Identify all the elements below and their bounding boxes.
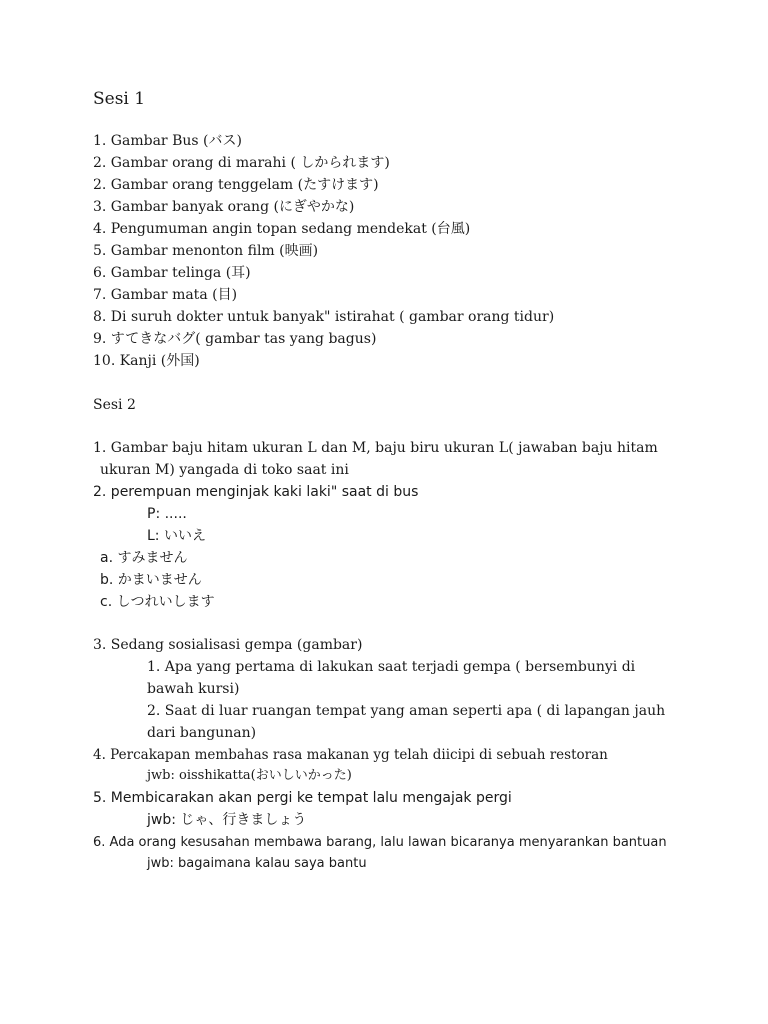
question-2: 2. perempuan menginjak kaki laki" saat di bus	[93, 484, 419, 500]
question-2-option-a: a. すみません	[100, 550, 188, 566]
sesi-1-item: 7. Gambar mata (目)	[93, 287, 238, 303]
question-6-answer: jwb: bagaimana kalau saya bantu	[147, 856, 367, 871]
question-3-sub-2-line-1: 2. Saat di luar ruangan tempat yang aman seperti apa ( di lapangan jauh	[147, 703, 666, 719]
question-3: 3. Sedang sosialisasi gempa (gambar)	[93, 637, 363, 653]
question-3-sub-1-line-1: 1. Apa yang pertama di lakukan saat terjadi gempa ( bersembunyi di	[147, 659, 636, 675]
sesi-1-item: 2. Gambar orang tenggelam (たすけます)	[93, 177, 379, 193]
sesi-1-item: 10. Kanji (外国)	[93, 353, 200, 369]
question-4: 4. Percakapan membahas rasa makanan yg telah diicipi di sebuah restoran	[93, 747, 608, 763]
question-3-sub-1-line-2: bawah kursi)	[147, 681, 240, 697]
sesi-1-item: 2. Gambar orang di marahi ( しかられます)	[93, 155, 390, 171]
question-5-answer: jwb: じゃ、行きましょう	[147, 812, 307, 828]
question-3-sub-2-line-2: dari bangunan)	[147, 725, 257, 741]
question-2-option-b: b. かまいません	[100, 572, 202, 588]
sesi-1-item: 4. Pengumuman angin topan sedang mendekat (台風)	[93, 221, 471, 237]
question-6: 6. Ada orang kesusahan membawa barang, lalu lawan bicaranya menyarankan bantuan	[93, 835, 667, 850]
question-2-speaker-p: P: .....	[147, 506, 187, 522]
sesi-2-title: Sesi 2	[93, 397, 136, 413]
sesi-1-item: 3. Gambar banyak orang (にぎやかな)	[93, 199, 355, 215]
question-5: 5. Membicarakan akan pergi ke tempat lalu mengajak pergi	[93, 790, 512, 806]
question-2-option-c: c. しつれいします	[100, 594, 215, 610]
question-1-line-1: 1. Gambar baju hitam ukuran L dan M, baju biru ukuran L( jawaban baju hitam	[93, 440, 658, 456]
sesi-1-item: 9. すてきなバグ( gambar tas yang bagus)	[93, 331, 377, 347]
sesi-1-item: 1. Gambar Bus (バス)	[93, 133, 242, 149]
sesi-1-item: 8. Di suruh dokter untuk banyak" istirahat ( gambar orang tidur)	[93, 309, 555, 325]
question-1-line-2: ukuran M) yangada di toko saat ini	[100, 462, 349, 478]
question-2-speaker-l: L: いいえ	[147, 528, 206, 544]
sesi-1-item: 5. Gambar menonton film (映画)	[93, 243, 319, 259]
sesi-1-title: Sesi 1	[93, 89, 146, 109]
sesi-1-item: 6. Gambar telinga (耳)	[93, 265, 251, 281]
question-4-answer: jwb: oisshikatta(おいしいかった)	[147, 768, 352, 783]
